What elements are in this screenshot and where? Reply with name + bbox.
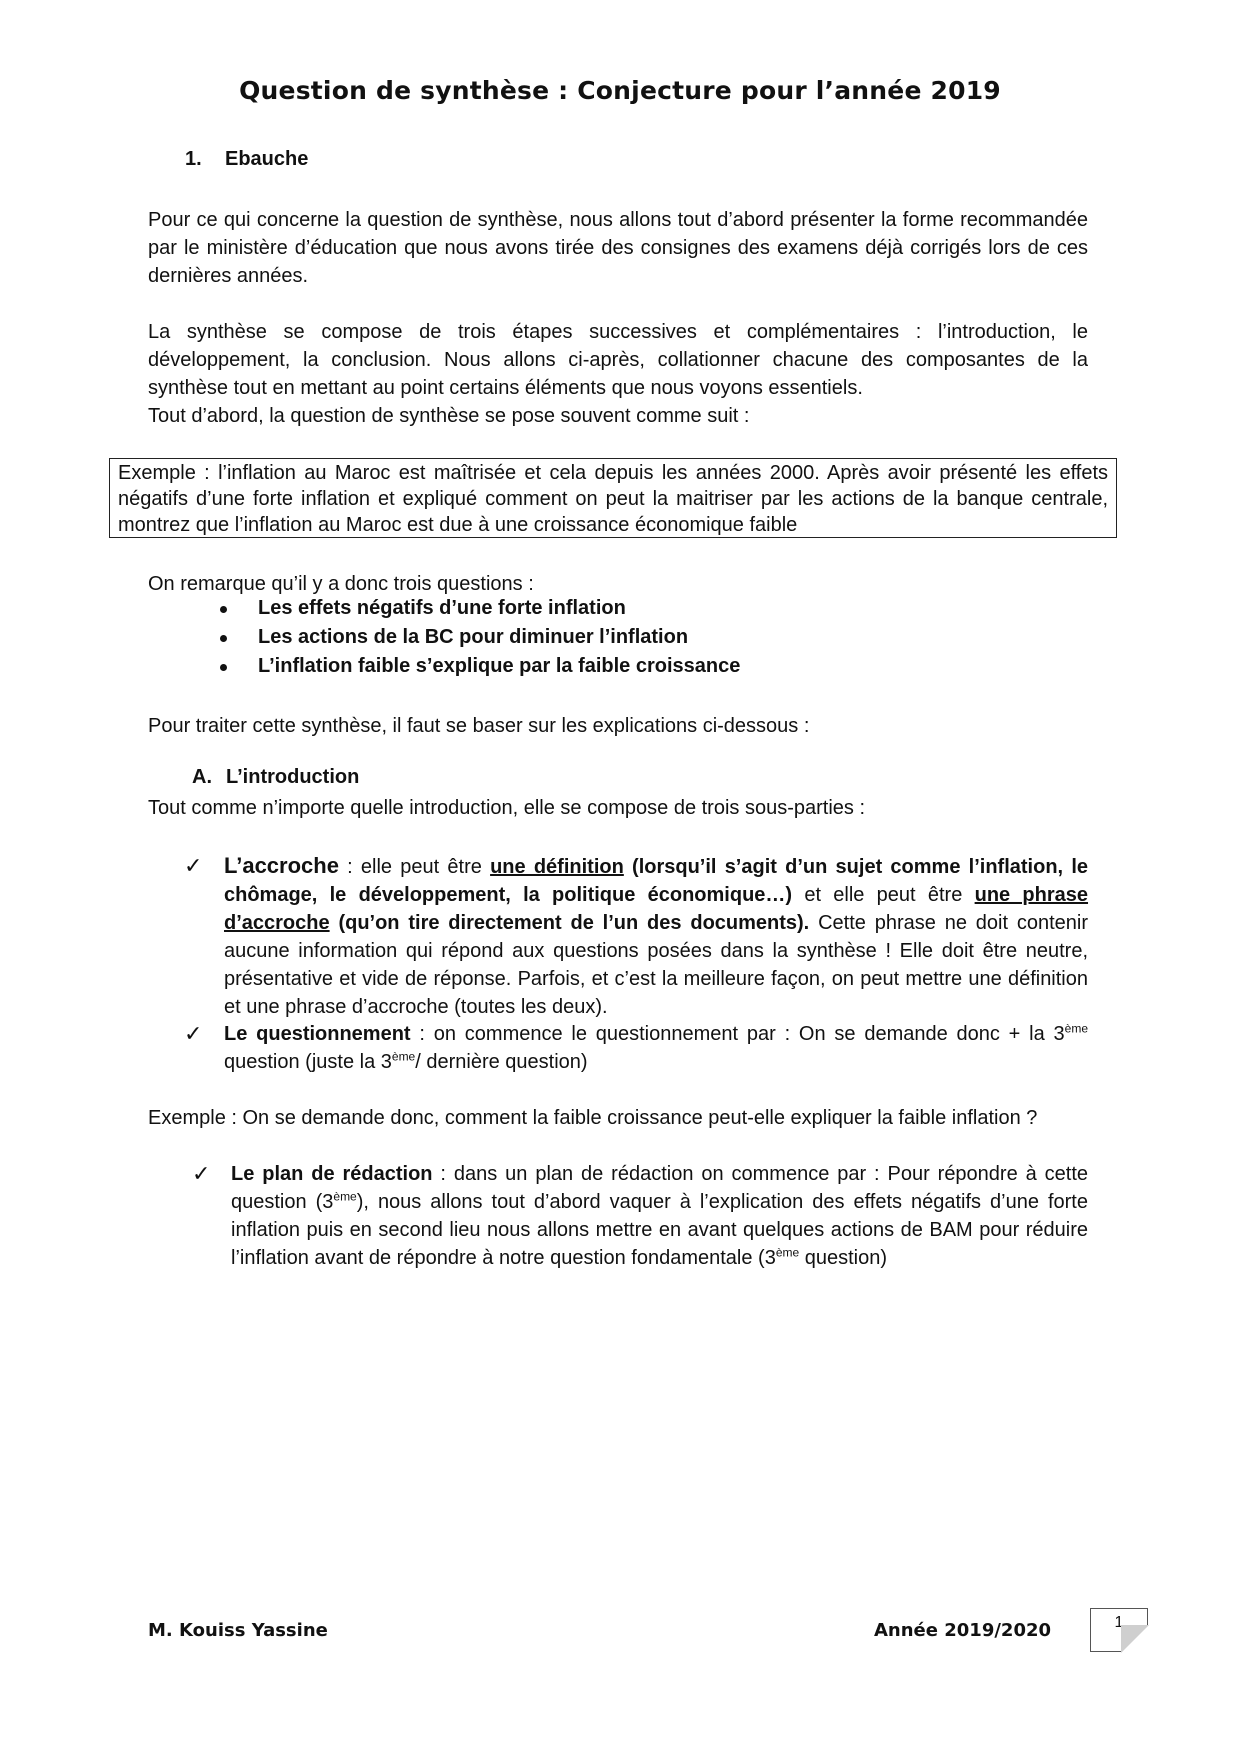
item-questionnement: Le questionnement : on commence le questionnement par : On se demande donc + la 3ème question (juste la 3ème/ dernière question) <box>224 1021 1088 1073</box>
item-label: Le plan de rédaction <box>231 1163 433 1185</box>
check-icon: ✓ <box>184 853 203 878</box>
section-heading-ebauche <box>185 148 308 171</box>
section-label: L’introduction <box>226 766 360 788</box>
check-icon: ✓ <box>192 1161 211 1186</box>
example-box-text: Exemple : l’inflation au Maroc est maîtrisée et cela depuis les années 2000. Après avoir présenté les effets négatifs d’une forte inflation et expliqué comment on peut la maitriser par les actions de la banque centrale, montrez que l’inflation au Maroc est due à une croissance économique faible <box>118 462 1108 536</box>
question-list <box>220 594 740 681</box>
page-number-box <box>1090 1608 1148 1652</box>
item-label: Le questionnement <box>224 1023 411 1045</box>
paragraph-remark: On remarque qu’il y a donc trois questions : <box>148 573 534 595</box>
item-plan-redaction: Le plan de rédaction : dans un plan de rédaction on commence par : Pour répondre à cette question (3ème), nous allons tout d’abord vaquer à l’explication des effets négatifs d’une forte inflation puis en second lieu nous allons mettre en avant quelques actions de BAM pour réduire l’inflation avant de répondre à notre question fondamentale (3ème question) <box>231 1163 1089 1269</box>
footer-year: Année 2019/2020 <box>874 1620 1052 1641</box>
paragraph-intro: Pour ce qui concerne la question de synthèse, nous allons tout d’abord présenter la forme recommandée par le ministère d’éducation que nous avons tirée des consignes des examens déjà corrigés lors de ces dernières années. <box>148 209 1088 287</box>
section-letter: A. <box>192 766 212 788</box>
example-box <box>109 458 1117 538</box>
list-item: Les effets négatifs d’une forte inflation <box>220 594 740 623</box>
check-icon: ✓ <box>184 1021 203 1046</box>
footer-author: M. Kouiss Yassine <box>148 1620 328 1641</box>
paragraph-composition: La synthèse se compose de trois étapes successives et complémentaires : l’introduction, le développement, la conclusion. Nous allons ci-après, collationner chacune des composantes de la synthèse tout en mettant au point certains éléments que nous voyons essentiels. <box>148 321 1088 399</box>
bullet-icon <box>220 664 227 671</box>
item-accroche: L’accroche : elle peut être une définition (lorsqu’il s’agit d’un sujet comme l’inflation, le chômage, le développement, la politique économique…) et elle peut être une phrase d’accroche (qu’on tire directement de l’un des documents). Cette phrase ne doit contenir aucune information qui répond aux questions posées dans la synthèse ! Elle doit être neutre, présentative et vide de réponse. Parfois, et c’est la meilleure façon, on peut mettre une définition et une phrase d’accroche (toutes les deux). <box>224 853 1089 1018</box>
paragraph-intro-parts: Tout comme n’importe quelle introduction, elle se compose de trois sous-parties : <box>148 797 866 819</box>
section-label: Ebauche <box>225 148 309 170</box>
section-heading-introduction <box>192 766 359 789</box>
list-item: Les actions de la BC pour diminuer l’inflation <box>220 623 740 652</box>
paragraph-example-question: Exemple : On se demande donc, comment la faible croissance peut-elle expliquer la faible inflation ? <box>148 1107 1038 1129</box>
bullet-icon <box>220 635 227 642</box>
bullet-icon <box>220 606 227 613</box>
section-number: 1. <box>185 148 202 170</box>
page-curl-icon <box>1121 1625 1149 1653</box>
list-item: L’inflation faible s’explique par la faible croissance <box>220 652 740 681</box>
page-title: Question de synthèse : Conjecture pour l’année 2019 <box>239 76 1001 105</box>
page-number: 1 <box>1114 1614 1124 1631</box>
item-label: L’accroche <box>224 853 339 878</box>
paragraph-explanations: Pour traiter cette synthèse, il faut se baser sur les explications ci-dessous : <box>148 715 810 737</box>
paragraph-question-form: Tout d’abord, la question de synthèse se pose souvent comme suit : <box>148 405 750 427</box>
